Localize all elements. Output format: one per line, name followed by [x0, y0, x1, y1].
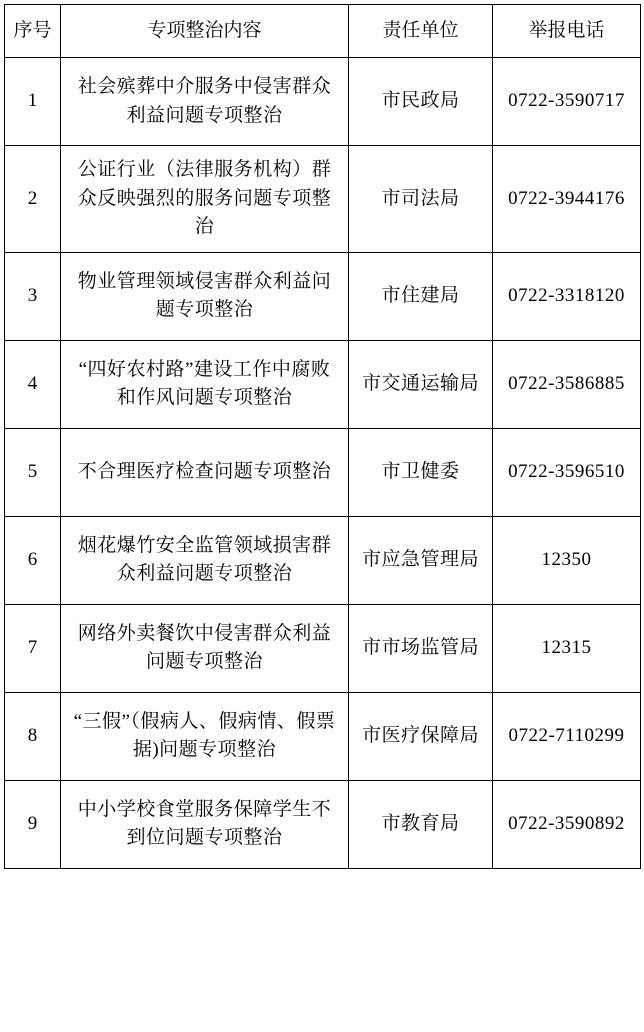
cell-item: 烟花爆竹安全监管领域损害群众利益问题专项整治 [61, 516, 349, 604]
cell-no: 9 [5, 780, 61, 868]
cell-unit: 市卫健委 [349, 428, 493, 516]
table-row [5, 604, 641, 692]
cell-item: “四好农村路”建设工作中腐败和作风问题专项整治 [61, 340, 349, 428]
cell-phone: 0722-3318120 [493, 252, 641, 340]
cell-no: 1 [5, 58, 61, 146]
table-row [5, 692, 641, 780]
table-body [5, 58, 641, 869]
document-page [0, 4, 644, 1032]
cell-phone: 0722-3944176 [493, 146, 641, 253]
cell-unit: 市教育局 [349, 780, 493, 868]
cell-phone: 0722-3590892 [493, 780, 641, 868]
special-rectification-table [4, 4, 641, 869]
cell-unit: 市民政局 [349, 58, 493, 146]
header-cell-item: 专项整治内容 [61, 5, 349, 58]
table-row [5, 58, 641, 146]
cell-phone: 0722-3590717 [493, 58, 641, 146]
cell-item: 物业管理领域侵害群众利益问题专项整治 [61, 252, 349, 340]
table-header [5, 5, 641, 58]
cell-no: 6 [5, 516, 61, 604]
cell-no: 5 [5, 428, 61, 516]
cell-item: 社会殡葬中介服务中侵害群众利益问题专项整治 [61, 58, 349, 146]
cell-phone: 12350 [493, 516, 641, 604]
header-cell-unit: 责任单位 [349, 5, 493, 58]
cell-no: 4 [5, 340, 61, 428]
cell-item: 不合理医疗检查问题专项整治 [61, 428, 349, 516]
cell-phone: 12315 [493, 604, 641, 692]
cell-no: 3 [5, 252, 61, 340]
table-row [5, 252, 641, 340]
cell-item: 网络外卖餐饮中侵害群众利益问题专项整治 [61, 604, 349, 692]
table-row [5, 428, 641, 516]
cell-item: 公证行业（法律服务机构）群众反映强烈的服务问题专项整治 [61, 146, 349, 253]
cell-phone: 0722-3586885 [493, 340, 641, 428]
cell-unit: 市市场监管局 [349, 604, 493, 692]
cell-no: 7 [5, 604, 61, 692]
cell-no: 2 [5, 146, 61, 253]
cell-item: “三假”（假病人、假病情、假票据)问题专项整治 [61, 692, 349, 780]
header-cell-phone: 举报电话 [493, 5, 641, 58]
table-row [5, 146, 641, 253]
cell-unit: 市应急管理局 [349, 516, 493, 604]
table-row [5, 780, 641, 868]
table-row [5, 340, 641, 428]
cell-unit: 市医疗保障局 [349, 692, 493, 780]
cell-no: 8 [5, 692, 61, 780]
cell-phone: 0722-7110299 [493, 692, 641, 780]
cell-unit: 市司法局 [349, 146, 493, 253]
table-header-row [5, 5, 641, 58]
cell-unit: 市交通运输局 [349, 340, 493, 428]
table-row [5, 516, 641, 604]
cell-item: 中小学校食堂服务保障学生不到位问题专项整治 [61, 780, 349, 868]
cell-unit: 市住建局 [349, 252, 493, 340]
cell-phone: 0722-3596510 [493, 428, 641, 516]
header-cell-no: 序号 [5, 5, 61, 58]
